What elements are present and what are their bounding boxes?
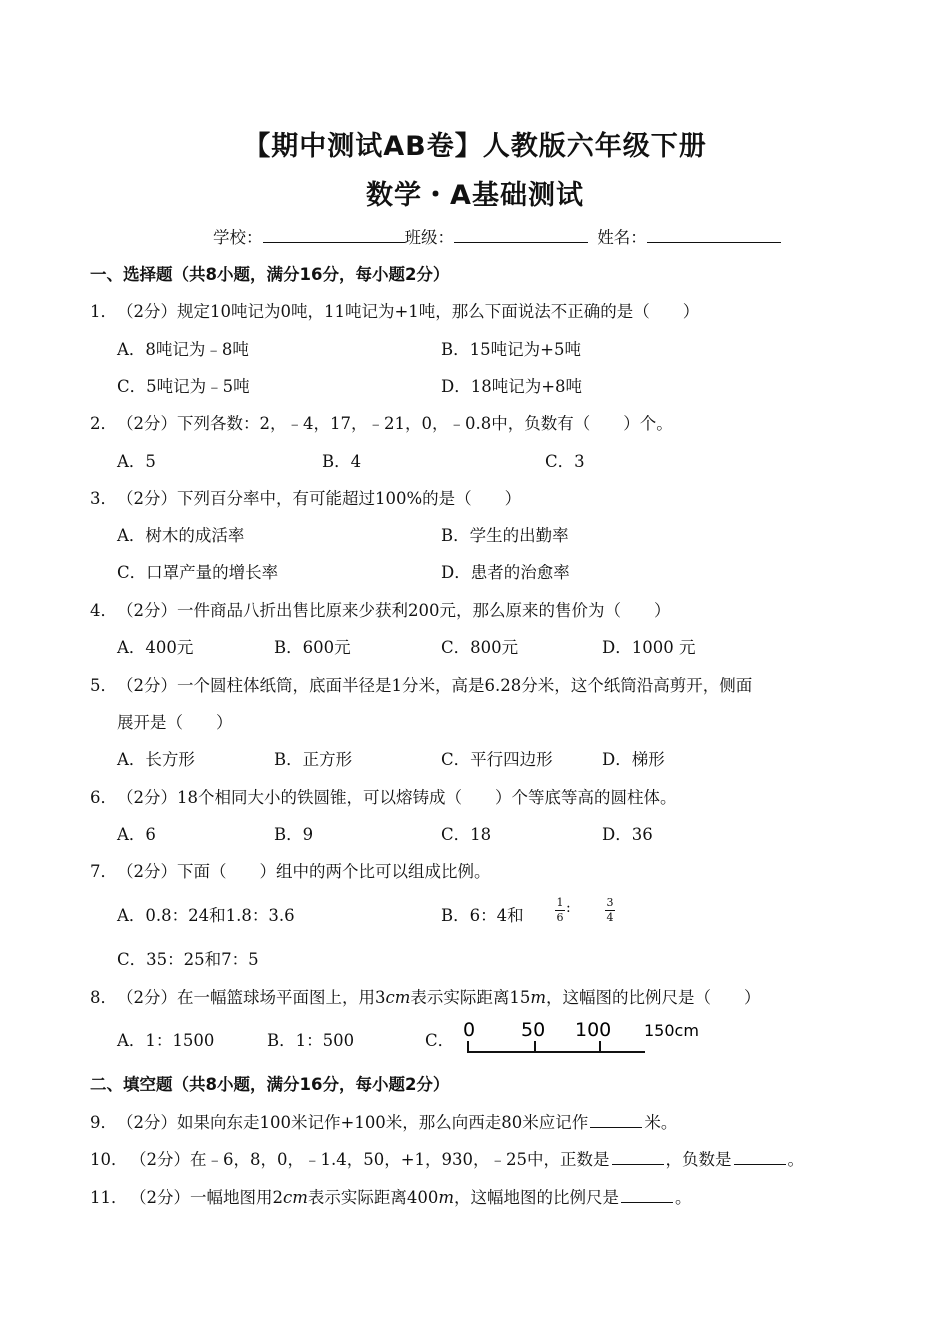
question-5 [90,672,752,696]
question-stem: （2分）规定10吨记为0吨，11吨记为+1吨，那么下面说法不正确的是（ ） [117,302,700,321]
option-d[interactable]: D．36 [602,825,653,844]
stem-part: （2分）在﹣6，8，0，﹣1.4，50，+1，930，﹣25中，正数是 [130,1150,610,1169]
question-stem [117,984,761,1008]
option-b[interactable]: B．15吨记为+5吨 [441,340,581,359]
option-a[interactable]: A．6 [117,825,156,844]
answer-blank[interactable] [621,1188,673,1203]
stem-part: （2分）如果向东走100米记作+100米，那么向西走80米应记作 [117,1113,589,1132]
option-d[interactable]: D．1000 元 [602,638,696,657]
unit-m: m [530,988,547,1007]
fraction-three-quarters [605,897,615,924]
question-stem: （2分）下列百分率中，有可能超过100%的是（ ） [117,489,522,508]
stem-part: 表示实际距离15 [410,988,531,1007]
question-number: 11． [90,1188,128,1207]
stem-part: ，这幅地图的比例尺是 [454,1188,620,1207]
scale-label-150cm: 150cm [644,1021,699,1040]
class-blank[interactable] [454,227,588,243]
question-stem: （2分）下列各数：2，﹣4，17，﹣21，0，﹣0.8中，负数有（ ）个。 [117,414,673,433]
option-a[interactable]: A．1：1500 [117,1031,215,1050]
fraction-denominator: 4 [606,911,614,924]
option-c[interactable]: C． [425,1031,455,1050]
option-c[interactable]: C．3 [545,452,585,471]
stem-part: （2分）在一幅篮球场平面图上，用3 [117,988,386,1007]
unit-cm: cm [283,1188,308,1207]
name-blank[interactable] [647,227,781,243]
option-c[interactable]: C．35：25和7：5 [117,950,259,969]
question-9 [90,1109,677,1133]
option-a[interactable]: A．8吨记为﹣8吨 [117,340,249,359]
unit-cm: cm [385,988,411,1007]
question-number: 4． [90,601,117,620]
school-blank[interactable] [263,227,405,243]
unit-m: m [438,1188,455,1207]
question-stem: （2分）一件商品八折出售比原来少获利200元，那么原来的售价为（ ） [117,601,671,620]
question-6 [90,784,677,808]
question-number: 1． [90,302,117,321]
stem-part: 米。 [644,1113,678,1132]
option-b[interactable]: B．6：4和 [441,906,524,925]
scale-bar-graphic [463,1016,713,1058]
question-8 [90,984,761,1008]
answer-blank[interactable] [590,1113,642,1128]
option-a[interactable]: A．0.8：24和1.8：3.6 [117,906,295,925]
option-c[interactable]: C．平行四边形 [441,750,553,769]
title-line-1: 【期中测试AB卷】人教版六年级下册 [243,131,707,162]
stem-part: 。 [787,1150,805,1169]
option-b[interactable]: B．1：500 [267,1031,355,1050]
option-a[interactable]: A．400元 [117,638,194,657]
name-label: 姓名： [597,228,647,247]
question-number: 7． [90,862,117,881]
stem-part: 。 [675,1188,692,1207]
ratio-colon: : [566,900,571,916]
student-info-row [213,224,781,248]
school-label: 学校： [213,228,263,247]
question-stem: （2分）下面（ ）组中的两个比可以组成比例。 [117,862,491,881]
question-stem-continued: 展开是（ ） [117,713,233,732]
option-c[interactable]: C．口罩产量的增长率 [117,563,279,582]
question-stem: （2分）一个圆柱体纸筒，底面半径是1分米，高是6.28分米，这个纸筒沿高剪开，侧面 [117,676,753,695]
question-4 [90,597,671,621]
fraction-numerator: 1 [556,896,564,909]
question-number: 9． [90,1113,117,1132]
option-d[interactable]: D．患者的治愈率 [441,563,570,582]
stem-part: （2分）一幅地图用2 [130,1188,283,1207]
option-b[interactable]: B．正方形 [274,750,353,769]
stem-part: ，这幅图的比例尺是（ ） [546,988,761,1007]
option-b[interactable]: B．600元 [274,638,351,657]
scale-label-50: 50 [521,1019,546,1041]
stem-part: 表示实际距离400 [307,1188,439,1207]
option-b[interactable]: B．9 [274,825,314,844]
fraction-denominator: 6 [556,911,564,924]
scale-label-100: 100 [575,1019,612,1041]
question-number: 6． [90,788,117,807]
option-b[interactable]: B．4 [322,452,362,471]
title-line-2: 数学・A基础测试 [366,180,584,211]
section-1-title: 一、选择题（共8小题，满分16分，每小题2分） [90,265,450,284]
option-d[interactable]: D．梯形 [602,750,665,769]
option-a[interactable]: A．长方形 [117,750,195,769]
option-c[interactable]: C．800元 [441,638,519,657]
question-10 [90,1146,804,1170]
option-a[interactable]: A．5 [117,452,156,471]
answer-blank-negative[interactable] [734,1150,786,1165]
question-number: 10． [90,1150,128,1169]
section-2-title: 二、填空题（共8小题，满分16分，每小题2分） [90,1075,450,1094]
stem-part: ，负数是 [665,1150,732,1169]
question-number: 2． [90,414,117,433]
question-3 [90,485,521,509]
question-number: 5． [90,676,117,695]
question-2 [90,410,673,434]
fraction-numerator: 3 [606,896,614,909]
option-a[interactable]: A．树木的成活率 [117,526,245,545]
option-c[interactable]: C．18 [441,825,492,844]
option-d[interactable]: D．18吨记为+8吨 [441,377,583,396]
option-c[interactable]: C．5吨记为﹣5吨 [117,377,250,396]
question-7 [90,858,491,882]
question-1 [90,298,699,322]
question-number: 3． [90,489,117,508]
question-number: 8． [90,988,117,1007]
class-label: 班级： [404,228,454,247]
option-b[interactable]: B．学生的出勤率 [441,526,569,545]
answer-blank-positive[interactable] [612,1150,664,1165]
scale-label-0: 0 [463,1019,476,1041]
question-stem: （2分）18个相同大小的铁圆锥，可以熔铸成（ ）个等底等高的圆柱体。 [117,788,677,807]
question-11 [90,1184,692,1208]
fraction-one-sixth [555,897,565,924]
